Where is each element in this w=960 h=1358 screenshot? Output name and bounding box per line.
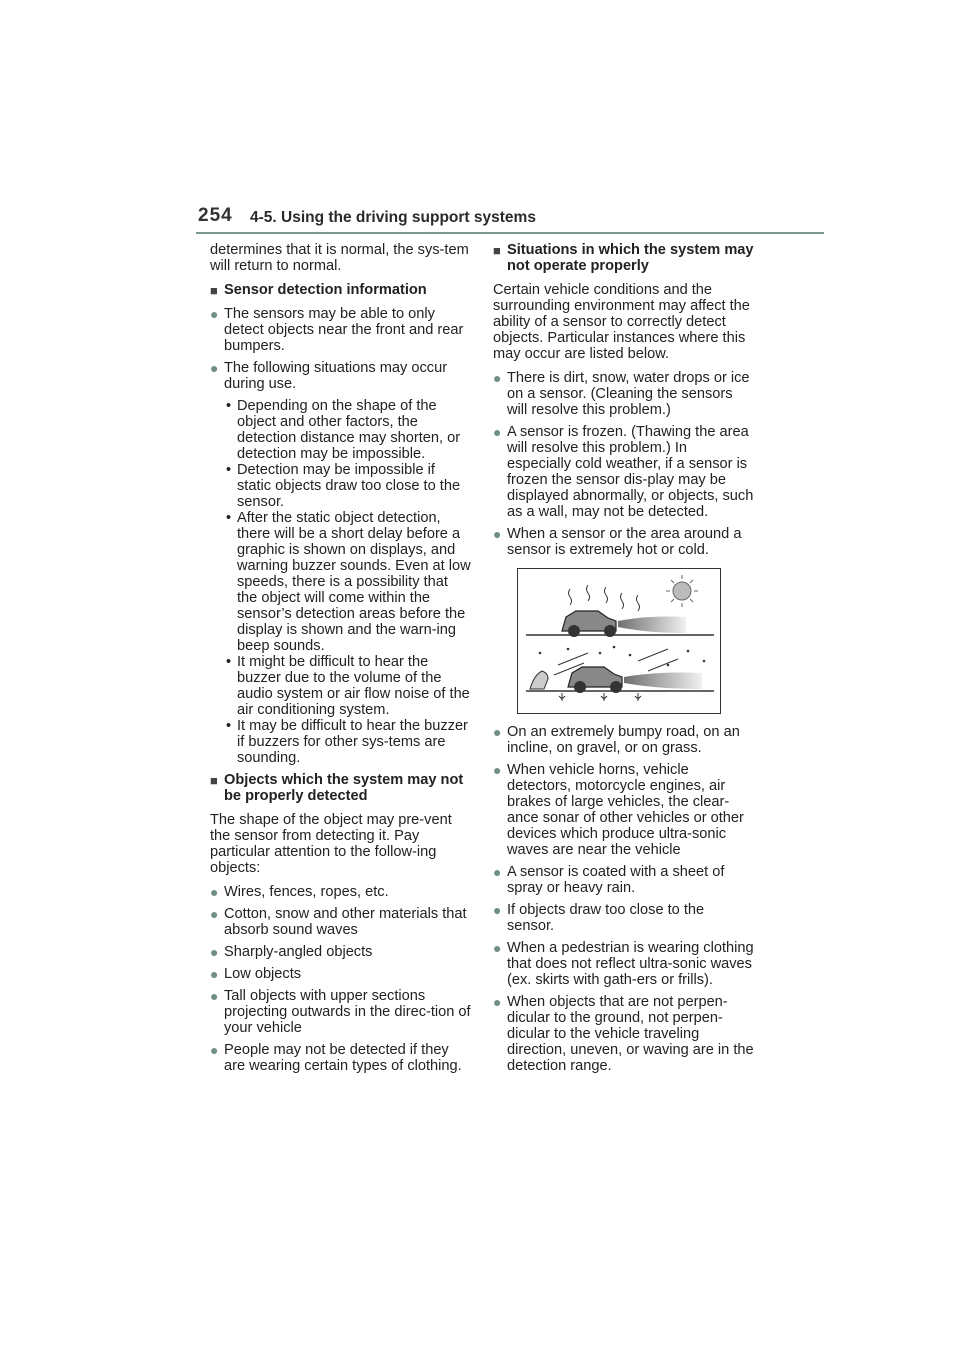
- list-item-text: When a pedestrian is wearing clothing that does not reflect ultra-sonic waves (ex. skirts with gath-ers or frills).: [507, 940, 754, 988]
- list-item: [210, 906, 472, 938]
- list-item: [493, 526, 755, 558]
- sensor-conditions-illustration: [517, 568, 721, 714]
- list-item: [493, 762, 755, 858]
- dot-marker-icon: •: [226, 718, 232, 734]
- circle-bullet-icon: ●: [493, 424, 502, 440]
- sub-item: [224, 510, 472, 654]
- circle-bullet-icon: ●: [493, 724, 502, 740]
- intro-text: determines that it is normal, the sys-tem will return to normal.: [210, 242, 469, 274]
- circle-bullet-icon: ●: [493, 994, 502, 1010]
- list-item-text: People may not be detected if they are wearing certain types of clothing.: [224, 1042, 462, 1074]
- circle-bullet-icon: ●: [210, 1042, 219, 1058]
- list-item-text: Cotton, snow and other materials that absorb sound waves: [224, 906, 467, 938]
- list-item-text: The following situations may occur during use.: [224, 360, 448, 392]
- list-item: [493, 724, 755, 756]
- list-item-text: The sensors may be able to only detect objects near the front and rear bumpers.: [224, 306, 464, 354]
- circle-bullet-icon: ●: [210, 884, 219, 900]
- list-item: [493, 902, 755, 934]
- list-item-text: On an extremely bumpy road, on an incline, on gravel, or on grass.: [507, 724, 740, 756]
- circle-bullet-icon: ●: [493, 864, 502, 880]
- left-column: [210, 242, 472, 1080]
- list-item-text: When vehicle horns, vehicle detectors, motorcycle engines, air brakes of large vehicles, the clear-ance sonar of other vehicles or other devices which produce ultra-sonic waves are near the vehicle: [507, 762, 744, 858]
- sub-item: [224, 398, 472, 462]
- heading-text: Objects which the system may not be properly detected: [224, 772, 464, 804]
- circle-bullet-icon: ●: [210, 306, 219, 322]
- list-item-text: If objects draw too close to the sensor.: [507, 902, 705, 934]
- objects-intro: The shape of the object may pre-vent the sensor from detecting it. Pay particular attention to the follow-ing objects:: [210, 812, 452, 876]
- square-bullet-icon: ■: [210, 283, 218, 298]
- circle-bullet-icon: ●: [493, 526, 502, 542]
- situations-heading: [493, 242, 755, 274]
- page-number: 254: [198, 205, 233, 226]
- list-item: [493, 940, 755, 988]
- list-item-text: There is dirt, snow, water drops or ice on a sensor. (Cleaning the sensors will resolve this problem.): [507, 370, 750, 418]
- dot-marker-icon: •: [226, 654, 232, 670]
- list-item: [493, 864, 755, 896]
- heading-text: Sensor detection information: [224, 282, 427, 298]
- list-item: [210, 306, 472, 354]
- list-item-text: Sharply-angled objects: [224, 944, 373, 960]
- list-item: [210, 966, 472, 982]
- list-item: [210, 884, 472, 900]
- circle-bullet-icon: ●: [210, 360, 219, 376]
- circle-bullet-icon: ●: [493, 762, 502, 778]
- list-item-text: Wires, fences, ropes, etc.: [224, 884, 389, 900]
- list-item: [493, 424, 755, 520]
- hot-scene: [526, 575, 714, 637]
- square-bullet-icon: ■: [493, 243, 501, 258]
- list-item: [210, 360, 472, 392]
- sub-item-text: Depending on the shape of the object and other factors, the detection distance may shorten, or detection may be impossible.: [237, 398, 461, 462]
- list-item-text: A sensor is coated with a sheet of spray or heavy rain.: [507, 864, 725, 896]
- sensor-detection-heading: [210, 282, 472, 298]
- square-bullet-icon: ■: [210, 773, 218, 788]
- list-item: [493, 370, 755, 418]
- sub-item-text: Detection may be impossible if static objects draw too close to the sensor.: [237, 462, 461, 510]
- page-header: [198, 205, 828, 233]
- dot-marker-icon: •: [226, 398, 232, 414]
- list-item: [493, 994, 755, 1074]
- header-rule: [196, 232, 824, 234]
- list-item-text: A sensor is frozen. (Thawing the area will resolve this problem.) In especially cold weather, if a sensor is frozen the sensor dis-play may be displayed abnormally, or objects, such as a wall, may not be detected.: [507, 424, 754, 520]
- list-item: [210, 988, 472, 1036]
- circle-bullet-icon: ●: [210, 944, 219, 960]
- dot-marker-icon: •: [226, 510, 232, 526]
- circle-bullet-icon: ●: [210, 988, 219, 1004]
- list-item: [210, 944, 472, 960]
- sub-list: [224, 398, 472, 766]
- illustration-svg: [518, 569, 720, 713]
- list-item-text: Tall objects with upper sections projecting outwards in the direc-tion of your vehicle: [224, 988, 471, 1036]
- sub-item: [224, 462, 472, 510]
- heading-text: Situations in which the system may not operate properly: [507, 242, 754, 274]
- sub-item-text: It might be difficult to hear the buzzer due to the volume of the audio system or air flow noise of the air conditioning system.: [237, 654, 470, 718]
- circle-bullet-icon: ●: [493, 902, 502, 918]
- situations-intro: Certain vehicle conditions and the surrounding environment may affect the ability of a sensor to correctly detect objects. Particular instances where this may occur are listed below.: [493, 282, 750, 362]
- sub-item: [224, 654, 472, 718]
- cold-scene: [526, 646, 714, 701]
- dot-marker-icon: •: [226, 462, 232, 478]
- circle-bullet-icon: ●: [210, 906, 219, 922]
- circle-bullet-icon: ●: [210, 966, 219, 982]
- list-item: [210, 1042, 472, 1074]
- circle-bullet-icon: ●: [493, 370, 502, 386]
- sub-item-text: After the static object detection, there will be a short delay before a graphic is shown on displays, and warning buzzer sounds. Even at low speeds, there is a possibility that the object will come within the sensor’s detection areas before the display is shown and the warn-ing beep sounds.: [237, 510, 471, 654]
- list-item-text: When a sensor or the area around a sensor is extremely hot or cold.: [507, 526, 742, 558]
- list-item-text: When objects that are not perpen-dicular to the ground, not perpen-dicular to the vehicle traveling direction, uneven, or waving are in the detection range.: [507, 994, 754, 1074]
- objects-heading: [210, 772, 472, 804]
- sub-item: [224, 718, 472, 766]
- right-column: [493, 242, 755, 1080]
- list-item-text: Low objects: [224, 966, 302, 982]
- circle-bullet-icon: ●: [493, 940, 502, 956]
- sub-item-text: It may be difficult to hear the buzzer if buzzers for other sys-tems are sounding.: [237, 718, 468, 766]
- section-title: 4-5. Using the driving support systems: [250, 209, 536, 226]
